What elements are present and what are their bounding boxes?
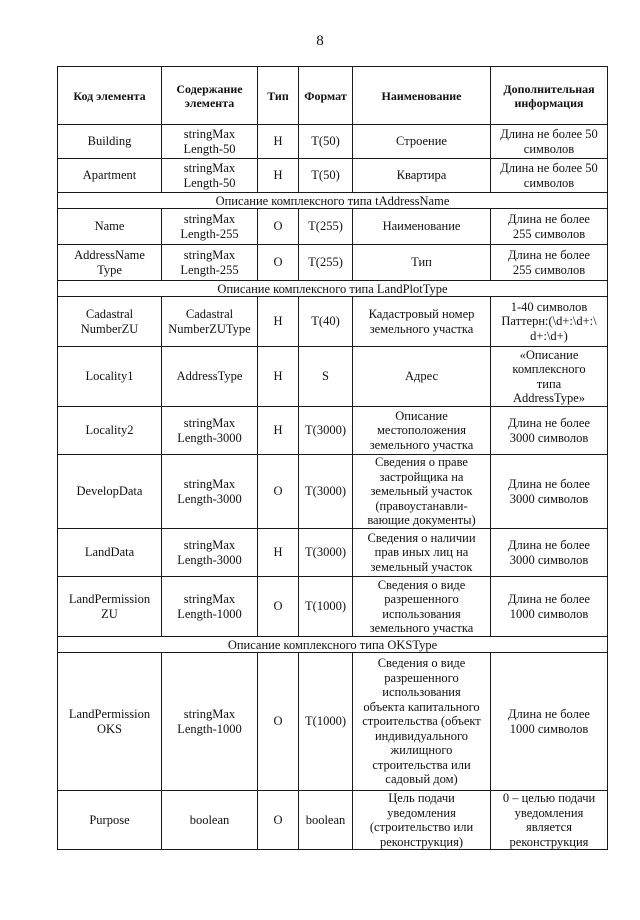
section-title: Описание комплексного типа OKSType (58, 637, 608, 653)
cell-format: T(40) (299, 297, 353, 347)
cell-format: T(3000) (299, 529, 353, 577)
cell-additional-info: Длина не более 3000 символов (491, 455, 608, 529)
cell-additional-info: Длина не более 255 символов (491, 209, 608, 245)
cell-additional-info: «Описание комплексного типа AddressType» (491, 347, 608, 407)
cell-additional-info: 0 – целью подачи уведомления является реконструкция (491, 791, 608, 850)
cell-format: S (299, 347, 353, 407)
section-row (58, 637, 608, 653)
cell-element-content: stringMax Length-3000 (162, 529, 258, 577)
cell-name: Тип (353, 245, 491, 281)
cell-format: boolean (299, 791, 353, 850)
table-header-row (58, 67, 608, 125)
cell-type: О (258, 791, 299, 850)
cell-type: О (258, 245, 299, 281)
cell-format: T(1000) (299, 577, 353, 637)
cell-element-content: stringMax Length-50 (162, 125, 258, 159)
cell-element-code: LandData (58, 529, 162, 577)
cell-additional-info: Длина не более 1000 символов (491, 653, 608, 791)
cell-element-code: Locality2 (58, 407, 162, 455)
cell-type: Н (258, 407, 299, 455)
table-row (58, 407, 608, 455)
section-row (58, 193, 608, 209)
header-element-code: Код элемента (58, 67, 162, 125)
table-row (58, 347, 608, 407)
table-row (58, 245, 608, 281)
header-name: Наименование (353, 67, 491, 125)
section-row (58, 281, 608, 297)
cell-type: О (258, 455, 299, 529)
cell-additional-info: Длина не более 3000 символов (491, 407, 608, 455)
cell-type: Н (258, 297, 299, 347)
cell-format: T(255) (299, 245, 353, 281)
cell-element-content: Cadastral NumberZUType (162, 297, 258, 347)
table-row (58, 297, 608, 347)
cell-name: Сведения о виде разрешенного использования объекта капитального строительства (объект индивидуального жилищного строительства или садовый дом) (353, 653, 491, 791)
cell-element-code: Building (58, 125, 162, 159)
cell-type: О (258, 653, 299, 791)
cell-element-content: AddressType (162, 347, 258, 407)
section-title: Описание комплексного типа LandPlotType (58, 281, 608, 297)
cell-format: T(1000) (299, 653, 353, 791)
cell-element-content: stringMax Length-255 (162, 209, 258, 245)
cell-additional-info: Длина не более 1000 символов (491, 577, 608, 637)
header-format: Формат (299, 67, 353, 125)
table-row (58, 653, 608, 791)
cell-format: T(3000) (299, 455, 353, 529)
cell-name: Наименование (353, 209, 491, 245)
table-row (58, 529, 608, 577)
cell-element-code: Locality1 (58, 347, 162, 407)
cell-type: Н (258, 159, 299, 193)
cell-element-content: stringMax Length-3000 (162, 455, 258, 529)
cell-format: T(255) (299, 209, 353, 245)
cell-type: Н (258, 125, 299, 159)
cell-additional-info: Длина не более 255 символов (491, 245, 608, 281)
cell-element-code: Apartment (58, 159, 162, 193)
cell-format: T(50) (299, 125, 353, 159)
table-body (58, 125, 608, 850)
cell-additional-info: Длина не более 50 символов (491, 159, 608, 193)
cell-element-code: LandPermission OKS (58, 653, 162, 791)
cell-format: T(50) (299, 159, 353, 193)
cell-element-code: LandPermission ZU (58, 577, 162, 637)
table-row (58, 125, 608, 159)
table-row (58, 791, 608, 850)
header-element-content: Содержание элемента (162, 67, 258, 125)
cell-element-code: AddressName Type (58, 245, 162, 281)
cell-element-code: DevelopData (58, 455, 162, 529)
cell-name: Сведения о наличии прав иных лиц на земельный участок (353, 529, 491, 577)
cell-additional-info: Длина не более 3000 символов (491, 529, 608, 577)
cell-name: Сведения о виде разрешенного использования земельного участка (353, 577, 491, 637)
cell-name: Цель подачи уведомления (строительство или реконструкция) (353, 791, 491, 850)
page-number: 8 (316, 33, 324, 49)
cell-element-code: Cadastral NumberZU (58, 297, 162, 347)
table-row (58, 209, 608, 245)
cell-name: Сведения о праве застройщика на земельный участок (правоустанавли- вающие документы) (353, 455, 491, 529)
cell-name: Описание местоположения земельного участка (353, 407, 491, 455)
header-additional-info: Дополнительная информация (491, 67, 608, 125)
cell-element-code: Name (58, 209, 162, 245)
header-type: Тип (258, 67, 299, 125)
cell-element-content: boolean (162, 791, 258, 850)
cell-element-content: stringMax Length-3000 (162, 407, 258, 455)
cell-additional-info: Длина не более 50 символов (491, 125, 608, 159)
cell-type: Н (258, 529, 299, 577)
cell-element-content: stringMax Length-255 (162, 245, 258, 281)
cell-element-code: Purpose (58, 791, 162, 850)
cell-element-content: stringMax Length-1000 (162, 577, 258, 637)
table-row (58, 577, 608, 637)
table-row (58, 455, 608, 529)
cell-type: Н (258, 347, 299, 407)
cell-element-content: stringMax Length-1000 (162, 653, 258, 791)
cell-name: Кадастровый номер земельного участка (353, 297, 491, 347)
cell-name: Квартира (353, 159, 491, 193)
cell-format: T(3000) (299, 407, 353, 455)
section-title: Описание комплексного типа tAddressName (58, 193, 608, 209)
cell-type: О (258, 577, 299, 637)
cell-type: О (258, 209, 299, 245)
cell-name: Адрес (353, 347, 491, 407)
table-row (58, 159, 608, 193)
element-spec-table (57, 66, 608, 850)
cell-additional-info: 1-40 символов Паттерн:(\d+:\d+:\ d+:\d+) (491, 297, 608, 347)
cell-name: Строение (353, 125, 491, 159)
cell-element-content: stringMax Length-50 (162, 159, 258, 193)
